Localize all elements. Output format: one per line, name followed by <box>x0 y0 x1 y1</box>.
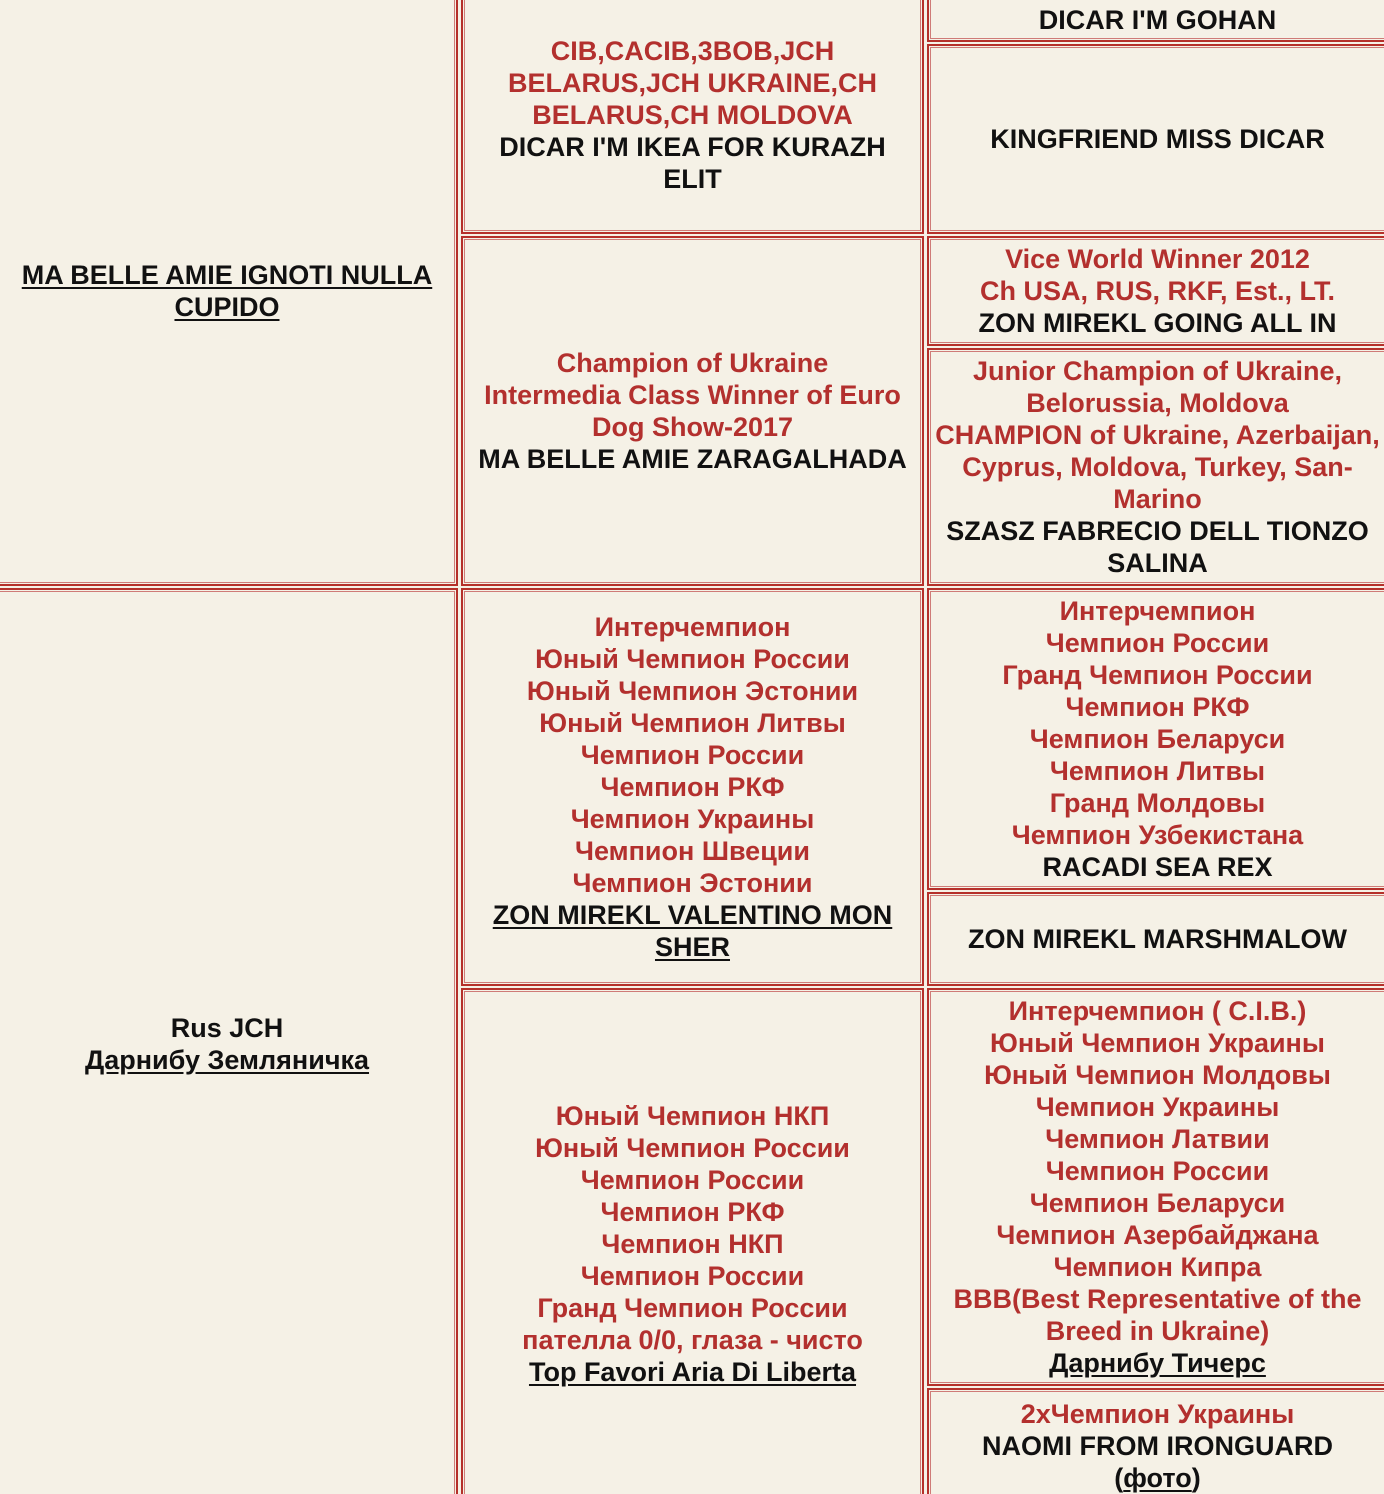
dam-dam-sire-title: Юный Чемпион Молдовы <box>984 1060 1331 1090</box>
sire-dam-sire-title: Vice World Winner 2012 <box>1005 244 1310 274</box>
dam-dam-title: Чемпион России <box>580 1261 805 1291</box>
dam-sire-sire-name: RACADI SEA REX <box>1042 852 1273 882</box>
sire-sire-titles: CIB,CACIB,3BOB,JCH BELARUS,JCH UKRAINE,CH BELARUS,CH MOLDOVA <box>507 36 878 130</box>
dam-prefix: Rus JCH <box>170 1013 284 1043</box>
sire-dam-dam-name: SZASZ FABRECIO DELL TIONZO SALINA <box>946 516 1369 578</box>
photo-line <box>1114 1462 1200 1494</box>
dam-name-link[interactable]: Дарнибу Земляничка <box>84 1045 370 1075</box>
sire-dam-sire-title: Ch USA, RUS, RKF, Est., LT. <box>979 276 1336 306</box>
sire-sire-sire-cell <box>927 0 1384 42</box>
dam-dam-cell <box>461 988 924 1494</box>
dam-sire-title: Чемпион Швеции <box>575 836 810 866</box>
dam-dam-sire-title: Чемпион Украины <box>1035 1092 1280 1122</box>
sire-dam-title: Intermedia Class Winner of Euro Dog Show-2017 <box>484 380 901 442</box>
sire-dam-sire-cell <box>927 236 1384 346</box>
sire-sire-name: DICAR I'M IKEA FOR KURAZH ELIT <box>499 132 886 194</box>
dam-dam-sire-title: Чемпион Кипра <box>1053 1252 1262 1282</box>
dam-sire-sire-title: Гранд Чемпион России <box>1002 660 1313 690</box>
dam-dam-sire-title: Чемпион Беларуси <box>1029 1188 1286 1218</box>
dam-dam-sire-title: Юный Чемпион Украины <box>990 1028 1325 1058</box>
dam-sire-title: Чемпион РКФ <box>600 772 785 802</box>
sire-dam-dam-cell <box>927 348 1384 586</box>
dam-dam-title: пателла 0/0, глаза - чисто <box>522 1325 863 1355</box>
dam-sire-title: Чемпион Украины <box>570 804 815 834</box>
sire-cell <box>0 0 458 586</box>
dam-sire-sire-title: Чемпион Литвы <box>1049 756 1266 786</box>
dam-dam-title: Чемпион России <box>580 1165 805 1195</box>
dam-dam-sire-title: Чемпион Азербайджана <box>996 1220 1319 1250</box>
dam-sire-sire-title: Интерчемпион <box>1059 596 1256 626</box>
dam-dam-title: Юный Чемпион России <box>535 1133 850 1163</box>
dam-dam-sire-title: Интерчемпион ( C.I.B.) <box>1008 996 1307 1026</box>
dam-sire-cell <box>461 588 924 986</box>
sire-name-link[interactable]: MA BELLE AMIE IGNOTI NULLA CUPIDO <box>21 260 433 322</box>
dam-dam-sire-cell <box>927 988 1384 1386</box>
dam-sire-sire-title: Гранд Молдовы <box>1049 788 1266 818</box>
sire-dam-title: Champion of Ukraine <box>556 348 829 378</box>
dam-dam-title: Чемпион НКП <box>601 1229 784 1259</box>
dam-sire-sire-title: Чемпион России <box>1045 628 1270 658</box>
dam-sire-dam-cell <box>927 892 1384 986</box>
sire-dam-sire-name: ZON MIREKL GOING ALL IN <box>978 308 1337 338</box>
dam-dam-title: Юный Чемпион НКП <box>555 1101 830 1131</box>
photo-open-paren: ( <box>1114 1463 1124 1493</box>
dam-sire-title: Чемпион Эстонии <box>572 868 813 898</box>
dam-sire-sire-title: Чемпион Беларуси <box>1029 724 1286 754</box>
photo-close-paren: ) <box>1191 1463 1201 1493</box>
dam-dam-sire-title: Чемпион Латвии <box>1045 1124 1270 1154</box>
sire-sire-dam-cell <box>927 44 1384 234</box>
dam-dam-dam-title: 2хЧемпион Украины <box>1020 1399 1295 1429</box>
dam-sire-sire-title: Чемпион Узбекистана <box>1011 820 1304 850</box>
sire-sire-cell <box>461 0 924 234</box>
dam-sire-sire-title: Чемпион РКФ <box>1065 692 1250 722</box>
dam-sire-sire-cell <box>927 588 1384 890</box>
dam-sire-title: Юный Чемпион Эстонии <box>526 676 859 706</box>
dam-sire-title: Чемпион России <box>580 740 805 770</box>
sire-dam-name: MA BELLE AMIE ZARAGALHADA <box>478 444 907 474</box>
dam-dam-dam-cell <box>927 1388 1384 1494</box>
dam-sire-title: Интерчемпион <box>594 612 791 642</box>
dam-sire-name-link[interactable]: ZON MIREKL VALENTINO MON SHER <box>492 900 893 962</box>
dam-dam-sire-title: BBB(Best Representative of the Breed in Ukraine) <box>953 1284 1362 1346</box>
photo-link[interactable]: фото <box>1123 1463 1192 1493</box>
sire-dam-cell <box>461 236 924 586</box>
sire-dam-dam-title: CHAMPION of Ukraine, Azerbaijan, Cyprus, Moldova, Turkey, San-Marino <box>935 420 1380 514</box>
sire-sire-sire-name: DICAR I'M GOHAN <box>1038 5 1277 35</box>
dam-dam-dam-name: NAOMI FROM IRONGUARD <box>982 1431 1333 1461</box>
dam-dam-title: Чемпион РКФ <box>600 1197 785 1227</box>
sire-sire-dam-name: KINGFRIEND MISS DICAR <box>990 124 1325 154</box>
dam-dam-sire-name-link[interactable]: Дарнибу Тичерс <box>1049 1348 1266 1378</box>
dam-cell <box>0 588 458 1494</box>
dam-sire-title: Юный Чемпион Литвы <box>539 708 846 738</box>
dam-dam-name-link[interactable]: Top Favori Aria Di Liberta <box>528 1357 857 1387</box>
dam-sire-dam-name: ZON MIREKL MARSHMALOW <box>968 924 1347 954</box>
sire-dam-dam-title: Junior Champion of Ukraine, Belorussia, Moldova <box>972 356 1343 418</box>
dam-dam-sire-title: Чемпион России <box>1045 1156 1270 1186</box>
dam-dam-title: Гранд Чемпион России <box>537 1293 848 1323</box>
dam-sire-title: Юный Чемпион России <box>535 644 850 674</box>
